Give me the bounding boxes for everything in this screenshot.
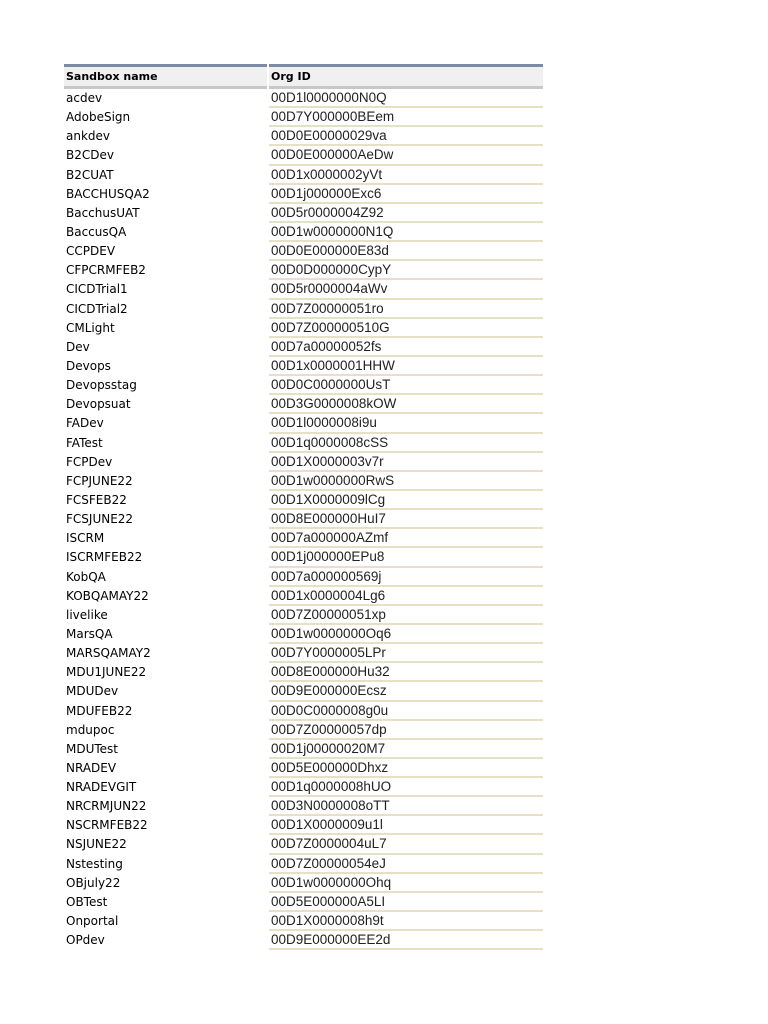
- org-id-cell: 00D7Z000000510G: [269, 319, 543, 338]
- table-row: [64, 185, 543, 204]
- table-row: [64, 261, 543, 280]
- org-id-cell: 00D1X0000003v7r: [269, 453, 543, 472]
- sandbox-name-cell: mdupoc: [66, 722, 115, 737]
- org-id-cell: 00D1w0000000Oq6: [269, 625, 543, 644]
- table-row: [64, 663, 543, 682]
- table-header-row: [64, 67, 543, 86]
- sandbox-name-cell: FADev: [66, 416, 104, 431]
- org-id-cell: 00D3N0000008oTT: [269, 797, 543, 816]
- table-row: [64, 682, 543, 701]
- table-row: [64, 242, 543, 261]
- sandbox-name-cell: MARSQAMAY2: [66, 646, 151, 661]
- org-id-cell: 00D7Z0000004uL7: [269, 835, 543, 854]
- sandbox-name-cell: FCPJUNE22: [66, 473, 133, 488]
- table-row: [64, 816, 543, 835]
- table-row: [64, 472, 543, 491]
- table-body: [64, 89, 543, 950]
- sandbox-name-cell: MDUTest: [66, 741, 119, 756]
- org-id-cell: 00D3G0000008kOW: [269, 395, 543, 414]
- table-row: [64, 893, 543, 912]
- org-id-cell: 00D1j000000EPu8: [269, 548, 543, 567]
- org-id-cell: 00D7a00000052fs: [269, 338, 543, 357]
- org-id-cell: 00D7a000000AZmf: [269, 529, 543, 548]
- org-id-cell: 00D1x0000002yVt: [269, 166, 543, 185]
- sandbox-name-cell: NRADEV: [66, 760, 117, 775]
- table-row: [64, 759, 543, 778]
- table-row: [64, 835, 543, 854]
- sandbox-name-cell: B2CDev: [66, 148, 114, 163]
- table-row: [64, 89, 543, 108]
- table-row: [64, 204, 543, 223]
- org-id-cell: 00D0C0000008g0u: [269, 702, 543, 721]
- table-row: [64, 510, 543, 529]
- table-row: [64, 721, 543, 740]
- sandbox-name-cell: FCPDev: [66, 454, 113, 469]
- table-row: [64, 702, 543, 721]
- org-id-cell: 00D0D000000CypY: [269, 261, 543, 280]
- sandbox-name-cell: BaccusQA: [66, 224, 127, 239]
- table-row: [64, 625, 543, 644]
- sandbox-name-cell: OBTest: [66, 894, 108, 909]
- sandbox-name-cell: Dev: [66, 339, 90, 354]
- sandbox-name-cell: CICDTrial2: [66, 301, 128, 316]
- table-row: [64, 223, 543, 242]
- table-row: [64, 319, 543, 338]
- sandbox-name-cell: FCSJUNE22: [66, 512, 134, 527]
- sandbox-name-cell: CCPDEV: [66, 244, 116, 259]
- org-id-cell: 00D5E000000Dhxz: [269, 759, 543, 778]
- table-row: [64, 376, 543, 395]
- org-id-cell: 00D1X0000009lCg: [269, 491, 543, 510]
- table-row: [64, 587, 543, 606]
- org-id-cell: 00D1w0000000Ohq: [269, 874, 543, 893]
- org-id-cell: 00D8E000000HuI7: [269, 510, 543, 529]
- sandbox-name-cell: AdobeSign: [66, 110, 131, 125]
- org-id-cell: 00D0E000000E83d: [269, 242, 543, 261]
- sandbox-name-cell: NRCRMJUN22: [66, 799, 147, 814]
- org-id-cell: 00D5r0000004Z92: [269, 204, 543, 223]
- org-id-cell: 00D1l0000000N0Q: [269, 89, 543, 108]
- table-row: [64, 797, 543, 816]
- org-id-cell: 00D7Z00000051xp: [269, 606, 543, 625]
- column-header-sandbox-name: Sandbox name: [66, 70, 158, 83]
- org-id-cell: 00D7a000000569j: [269, 568, 543, 587]
- org-id-cell: 00D7Z00000051ro: [269, 300, 543, 319]
- sandbox-name-cell: CMLight: [66, 320, 115, 335]
- table-row: [64, 146, 543, 165]
- sandbox-table: [64, 64, 543, 950]
- sandbox-name-cell: ankdev: [66, 129, 111, 144]
- org-id-cell: 00D7Z00000057dp: [269, 721, 543, 740]
- sandbox-name-cell: KobQA: [66, 569, 106, 584]
- org-id-cell: 00D5E000000A5LI: [269, 893, 543, 912]
- org-id-cell: 00D9E000000Ecsz: [269, 682, 543, 701]
- table-row: [64, 357, 543, 376]
- org-id-cell: 00D7Z00000054eJ: [269, 855, 543, 874]
- org-id-cell: 00D9E000000EE2d: [269, 931, 543, 950]
- org-id-cell: 00D0C0000000UsT: [269, 376, 543, 395]
- org-id-cell: 00D1l0000008i9u: [269, 414, 543, 433]
- sandbox-name-cell: Devops: [66, 358, 111, 373]
- table-row: [64, 606, 543, 625]
- sandbox-name-cell: OPdev: [66, 933, 105, 948]
- org-id-cell: 00D1w0000000N1Q: [269, 223, 543, 242]
- sandbox-name-cell: Devopsuat: [66, 397, 131, 412]
- table-row: [64, 491, 543, 510]
- org-id-cell: 00D1X0000008h9t: [269, 912, 543, 931]
- org-id-cell: 00D8E000000Hu32: [269, 663, 543, 682]
- sandbox-name-cell: ISCRMFEB22: [66, 550, 143, 565]
- sandbox-name-cell: acdev: [66, 91, 103, 105]
- org-id-cell: 00D1j00000020M7: [269, 740, 543, 759]
- table-row: [64, 395, 543, 414]
- column-header-org-id: Org ID: [271, 70, 311, 83]
- table-row: [64, 300, 543, 319]
- table-row: [64, 855, 543, 874]
- org-id-cell: 00D1x0000001HHW: [269, 357, 543, 376]
- table-row: [64, 931, 543, 950]
- table-row: [64, 912, 543, 931]
- org-id-cell: 00D1X0000009u1l: [269, 816, 543, 835]
- sandbox-name-cell: NSJUNE22: [66, 837, 127, 852]
- org-id-cell: 00D1x0000004Lg6: [269, 587, 543, 606]
- org-id-cell: 00D7Y0000005LPr: [269, 644, 543, 663]
- table-row: [64, 338, 543, 357]
- sandbox-name-cell: Onportal: [66, 914, 119, 929]
- sandbox-name-cell: Nstesting: [66, 856, 123, 871]
- table-row: [64, 414, 543, 433]
- sandbox-name-cell: FATest: [66, 435, 103, 450]
- org-id-cell: 00D1j000000Exc6: [269, 185, 543, 204]
- table-row: [64, 453, 543, 472]
- table-row: [64, 778, 543, 797]
- org-id-cell: 00D1q0000008hUO: [269, 778, 543, 797]
- table-row: [64, 166, 543, 185]
- table-row: [64, 127, 543, 146]
- sandbox-name-cell: ISCRM: [66, 531, 105, 546]
- sandbox-name-cell: CFPCRMFEB2: [66, 263, 146, 278]
- org-id-cell: 00D7Y000000BEem: [269, 108, 543, 127]
- sandbox-name-cell: MarsQA: [66, 626, 113, 641]
- table-row: [64, 644, 543, 663]
- sandbox-name-cell: B2CUAT: [66, 167, 114, 182]
- sandbox-name-cell: livelike: [66, 607, 108, 622]
- sandbox-name-cell: MDUDev: [66, 684, 119, 699]
- sandbox-name-cell: KOBQAMAY22: [66, 588, 149, 603]
- org-id-cell: 00D0E000000AeDw: [269, 146, 543, 165]
- sandbox-name-cell: MDU1JUNE22: [66, 665, 147, 680]
- sandbox-name-cell: NRADEVGIT: [66, 780, 137, 795]
- sandbox-name-cell: OBjuly22: [66, 875, 121, 890]
- org-id-cell: 00D5r0000004aWv: [269, 280, 543, 299]
- table-row: [64, 568, 543, 587]
- org-id-cell: 00D1q0000008cSS: [269, 434, 543, 453]
- sandbox-name-cell: CICDTrial1: [66, 282, 128, 297]
- table-row: [64, 874, 543, 893]
- sandbox-name-cell: BACCHUSQA2: [66, 186, 150, 201]
- sandbox-name-cell: FCSFEB22: [66, 492, 127, 507]
- table-row: [64, 740, 543, 759]
- sandbox-name-cell: MDUFEB22: [66, 703, 133, 718]
- table-row: [64, 434, 543, 453]
- sandbox-name-cell: BacchusUAT: [66, 205, 140, 220]
- sandbox-name-cell: Devopsstag: [66, 378, 137, 393]
- org-id-cell: 00D1w0000000RwS: [269, 472, 543, 491]
- table-row: [64, 529, 543, 548]
- org-id-cell: 00D0E00000029va: [269, 127, 543, 146]
- table-row: [64, 548, 543, 567]
- table-row: [64, 280, 543, 299]
- table-row: [64, 108, 543, 127]
- sandbox-name-cell: NSCRMFEB22: [66, 818, 148, 833]
